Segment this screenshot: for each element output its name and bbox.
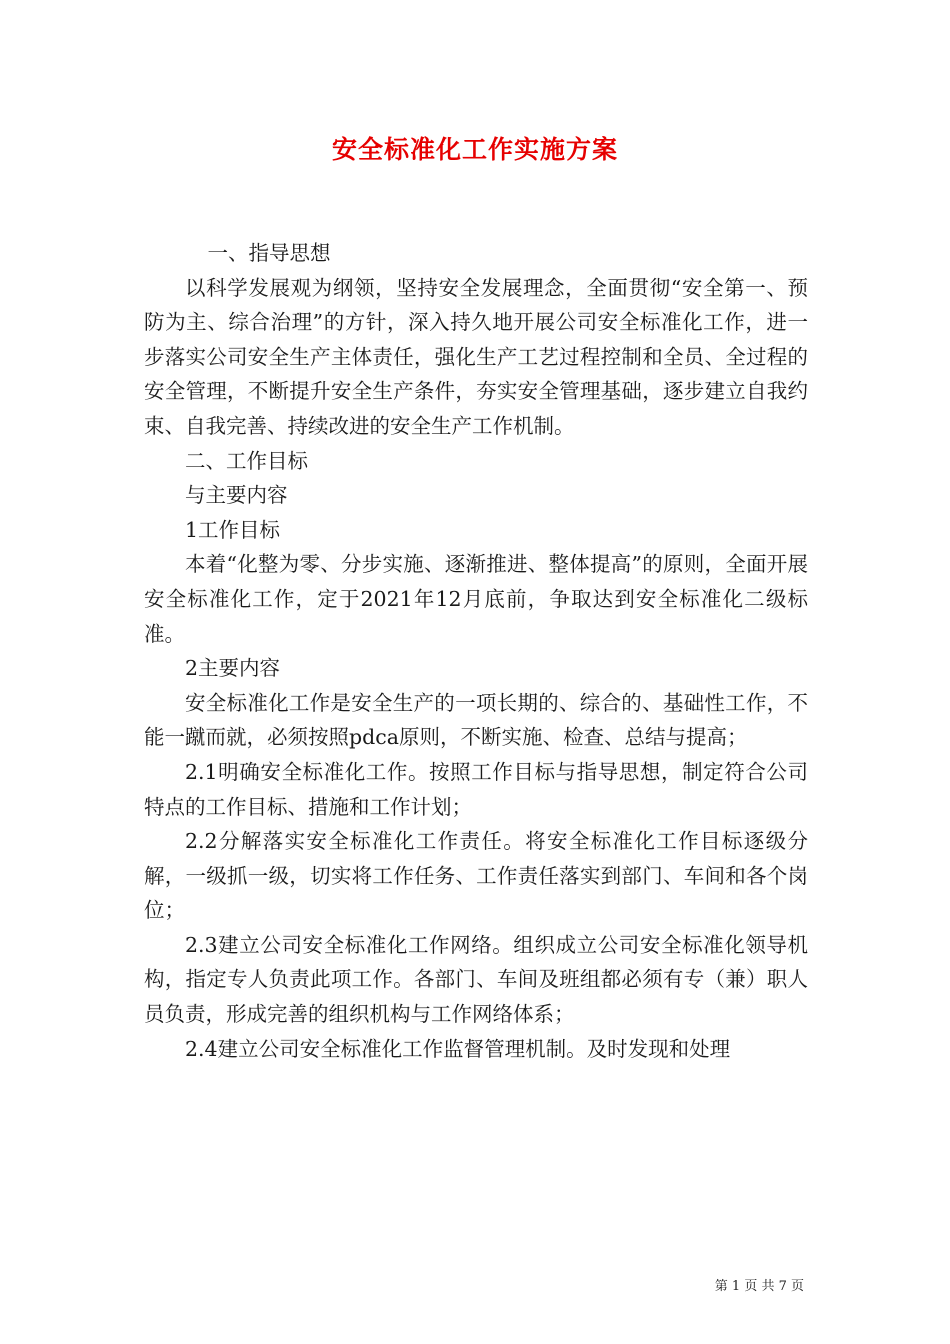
document-title: 安全标准化工作实施方案 xyxy=(331,135,618,164)
paragraph-item-2-3: 2.3建立公司安全标准化工作网络。组织成立公司安全标准化领导机构，指定专人负责此项工作。各部门、车间及班组都必须有专（兼）职人员负责，形成完善的组织机构与工作网络体系； xyxy=(144,932,808,1027)
section-heading-work-goals: 二、工作目标 xyxy=(185,448,308,473)
paragraph-item-2-4: 2.4建立公司安全标准化工作监督管理机制。及时发现和处理 xyxy=(185,1036,731,1061)
paragraph-work-goals: 本着“化整为零、分步实施、逐渐推进、整体提高”的原则，全面开展安全标准化工作，定于2021年12月底前，争取达到安全标准化二级标准。 xyxy=(144,552,808,646)
document-body xyxy=(144,236,808,1066)
section-heading-main-content: 与主要内容 xyxy=(185,483,288,508)
subheading-work-goals: 1工作目标 xyxy=(185,517,281,542)
paragraph-guiding-ideology: 以科学发展观为纲领，坚持安全发展理念，全面贯彻“安全第一、预防为主、综合治理”的方针，深入持久地开展公司安全标准化工作，进一步落实公司安全生产主体责任，强化生产工艺过程控制和全员、全过程的安全管理，不断提升安全生产条件，夯实安全管理基础，逐步建立自我约束、自我完善、持续改进的安全生产工作机制。 xyxy=(144,275,808,438)
paragraph-item-2-1: 2.1明确安全标准化工作。按照工作目标与指导思想，制定符合公司特点的工作目标、措施和工作计划； xyxy=(144,759,808,819)
subheading-main-content: 2主要内容 xyxy=(185,656,281,681)
page-number-footer: 第 1 页 共 7 页 xyxy=(714,1279,804,1294)
paragraph-item-2-2: 2.2分解落实安全标准化工作责任。将安全标准化工作目标逐级分解，一级抓一级，切实将工作任务、工作责任落实到部门、车间和各个岗位； xyxy=(144,829,808,923)
paragraph-main-content: 安全标准化工作是安全生产的一项长期的、综合的、基础性工作，不能一蹴而就，必须按照pdca原则，不断实施、检查、总结与提高； xyxy=(144,690,808,750)
section-heading-guiding-ideology: 一、指导思想 xyxy=(207,241,331,265)
